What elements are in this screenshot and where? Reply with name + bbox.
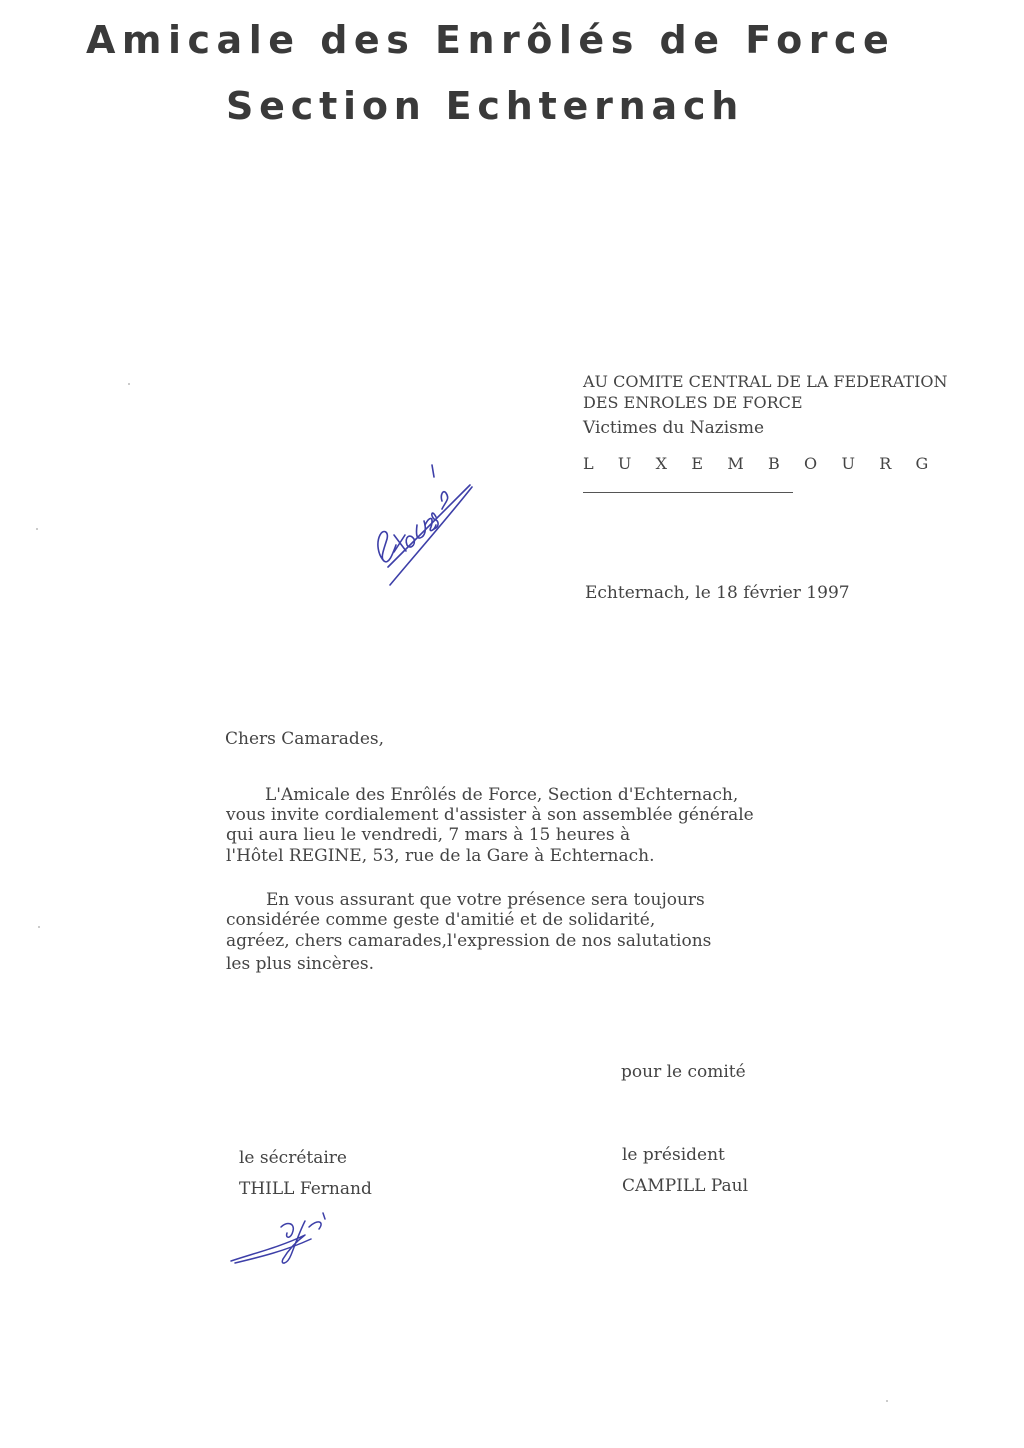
paper-speck — [36, 528, 38, 530]
body-line: considérée comme geste d'amitié et de solidarité, — [226, 910, 656, 930]
letter-date: Echternach, le 18 février 1997 — [585, 583, 850, 603]
letterhead-section: Section Echternach — [226, 84, 745, 128]
paper-speck — [886, 1400, 888, 1402]
letterhead-organization: Amicale des Enrôlés de Force — [86, 18, 896, 62]
paper-speck — [128, 383, 130, 385]
body-line: En vous assurant que votre présence sera toujours — [266, 890, 705, 910]
recipient-line: DES ENROLES DE FORCE — [583, 393, 803, 412]
body-line: l'Hôtel REGINE, 53, rue de la Gare à Echternach. — [226, 846, 655, 866]
paper-speck — [38, 926, 40, 928]
salutation: Chers Camarades, — [225, 729, 385, 749]
closing-line: pour le comité — [621, 1062, 746, 1082]
body-line: L'Amicale des Enrôlés de Force, Section d'Echternach, — [265, 785, 739, 805]
recipient-line: AU COMITE CENTRAL DE LA FEDERATION — [583, 372, 948, 391]
address-underline — [583, 492, 793, 493]
secretary-handwritten-signature — [225, 1205, 340, 1270]
body-line: qui aura lieu le vendredi, 7 mars à 15 heures à — [226, 825, 631, 845]
secretary-name: THILL Fernand — [239, 1179, 372, 1199]
body-line: agréez, chers camarades,l'expression de nos salutations — [226, 931, 712, 951]
handwritten-excuse-note — [360, 455, 485, 600]
secretary-title: le sécrétaire — [239, 1148, 347, 1168]
body-line: vous invite cordialement d'assister à son assemblée générale — [226, 805, 754, 825]
body-line: les plus sincères. — [226, 954, 375, 974]
president-title: le président — [622, 1145, 725, 1165]
recipient-city: L U X E M B O U R G — [583, 454, 938, 473]
recipient-line: Victimes du Nazisme — [583, 418, 765, 438]
president-name: CAMPILL Paul — [622, 1176, 749, 1196]
